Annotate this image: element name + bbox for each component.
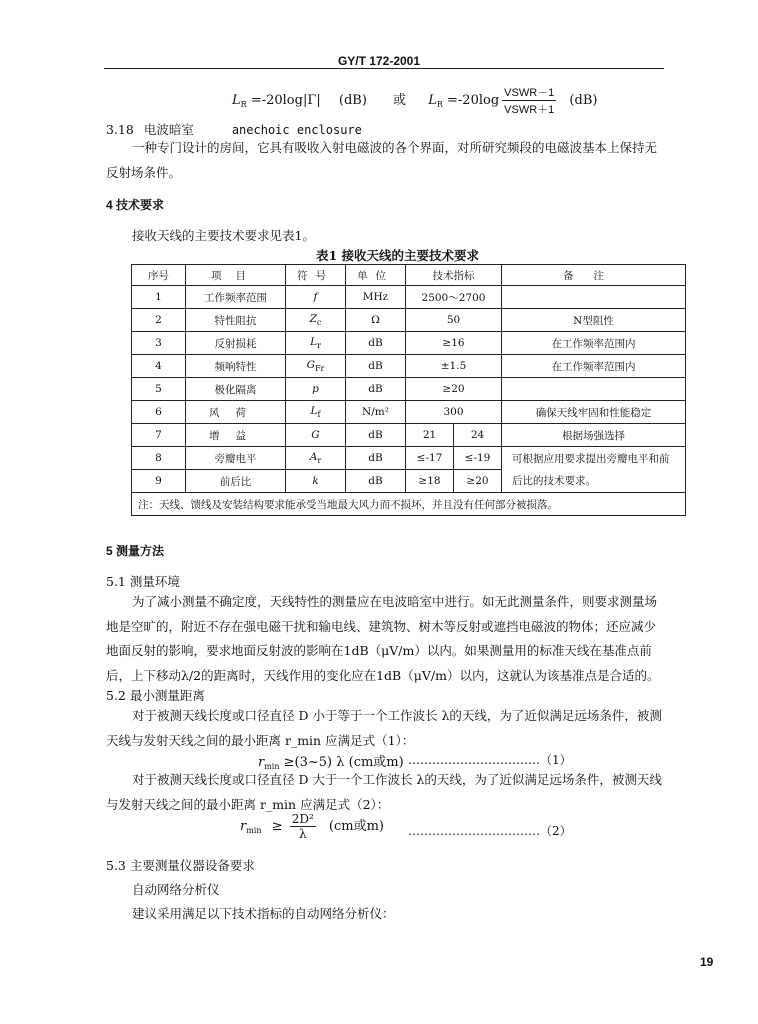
cell-symbol: f [286, 286, 346, 309]
symbol-sub: c [316, 318, 322, 327]
eq1-sub: min [264, 762, 280, 771]
equation-2 [240, 812, 384, 841]
section-4-heading: 4 技术要求 [106, 198, 165, 212]
cell-value: 2500～2700 [406, 286, 502, 309]
cell-unit: MHz [346, 286, 406, 309]
cell-no: 4 [132, 355, 186, 378]
table-caption: 表1 接收天线的主要技术要求 [316, 248, 480, 263]
th-no: 序号 [132, 265, 186, 286]
section-5-3-heading: 5.3 主要测量仪器设备要求 [106, 858, 255, 873]
cell-unit: dB [346, 332, 406, 355]
th-remark: 备注 [502, 265, 686, 286]
cell-symbol [286, 447, 346, 470]
cell-remark [502, 378, 686, 401]
cell-no: 3 [132, 332, 186, 355]
eq1-lhs: r [258, 755, 265, 770]
cell-item: 增益 [186, 424, 286, 447]
section-title: 电波暗室 [143, 122, 194, 137]
cell-value-b: ≤-19 [454, 447, 502, 470]
symbol-sub: Fr [315, 364, 325, 373]
symbol-main: L [310, 336, 318, 348]
cell-value-b: 24 [454, 424, 502, 447]
cell-value: ≥20 [406, 378, 502, 401]
cell-unit: Ω [346, 309, 406, 332]
cell-value-a: 21 [406, 424, 454, 447]
section-english-title: anechoic enclosure [231, 123, 362, 137]
symbol-main: G [306, 359, 315, 371]
cell-no: 8 [132, 447, 186, 470]
table-row [132, 355, 686, 378]
section-4-intro: 接收天线的主要技术要求见表1。 [132, 228, 315, 243]
cell-item: 风荷 [186, 401, 286, 424]
cell-unit: N/m² [346, 401, 406, 424]
cell-remark-merged: 可根据应用要求提出旁瓣电平和前后比的技术要求。 [502, 447, 686, 493]
cell-no: 2 [132, 309, 186, 332]
cell-value: 50 [406, 309, 502, 332]
table-note-row [132, 493, 686, 516]
formula-unit-2: (dB) [569, 93, 598, 108]
cell-value: ≥16 [406, 332, 502, 355]
cell-value-a: ≥18 [406, 470, 454, 493]
eq2-geq: ≥ [271, 819, 283, 834]
table-row [132, 401, 686, 424]
vswr-fraction [502, 84, 556, 117]
cell-symbol: G [286, 424, 346, 447]
formula-lhs-1: L [232, 93, 241, 108]
cell-symbol: p [286, 378, 346, 401]
cell-no: 5 [132, 378, 186, 401]
table-row [132, 424, 686, 447]
formula-or: 或 [393, 93, 407, 108]
equation-2-tag: ……………………………（2） [408, 824, 572, 838]
cell-no: 9 [132, 470, 186, 493]
cell-item: 反射损耗 [186, 332, 286, 355]
table-row [132, 309, 686, 332]
vswr-numerator: VSWR－1 [502, 84, 556, 101]
cell-unit: dB [346, 424, 406, 447]
formula-sub-2: R [436, 100, 443, 109]
cell-symbol [286, 332, 346, 355]
th-unit: 单位 [346, 265, 406, 286]
cell-no: 6 [132, 401, 186, 424]
cell-unit: dB [346, 447, 406, 470]
th-item: 项目 [186, 265, 286, 286]
formula-rhs-2: =-20log [447, 93, 500, 108]
cell-symbol [286, 355, 346, 378]
cell-item: 工作频率范围 [186, 286, 286, 309]
section-number: 3.18 [106, 122, 134, 137]
eq2-unit: (cm或m) [328, 819, 385, 834]
cell-no: 7 [132, 424, 186, 447]
section-5-1-heading: 5.1 测量环境 [106, 574, 180, 589]
table-header-row [132, 265, 686, 286]
vswr-denominator: VSWR＋1 [504, 104, 555, 116]
section-3-18-body: 一种专门设计的房间，它具有吸收入射电磁波的各个界面，对所研究频段的电磁波基本上保持无反射场条件。 [106, 140, 658, 180]
table-note: 注：天线、馈线及安装结构要求能承受当地最大风力而不损坏，并且没有任何部分被损落。 [132, 493, 686, 516]
section-5-3-subheading: 自动网络分析仪 [132, 882, 220, 897]
cell-no: 1 [132, 286, 186, 309]
symbol-main: A [309, 451, 318, 463]
cell-symbol: k [286, 470, 346, 493]
eq2-lhs: r [240, 819, 247, 834]
section-5-heading: 5 测量方法 [106, 544, 165, 558]
cell-symbol [286, 401, 346, 424]
cell-item: 特性阻抗 [186, 309, 286, 332]
cell-value: 300 [406, 401, 502, 424]
symbol-sub: r [317, 341, 321, 350]
cell-item: 极化隔离 [186, 378, 286, 401]
standard-header: GY/T 172-2001 [337, 54, 421, 68]
th-value: 技术指标 [406, 265, 502, 286]
eq2-sub: min [246, 826, 262, 835]
cell-value: ±1.5 [406, 355, 502, 378]
symbol-sub: r [317, 456, 322, 465]
table-row [132, 378, 686, 401]
symbol-main: L [310, 405, 318, 417]
cell-item: 前后比 [186, 470, 286, 493]
formula-rhs-1: =-20log|Γ| [250, 93, 321, 108]
section-5-2-paragraph-1: 对于被测天线长度或口径直径 D 小于等于一个工作波长 λ的天线，为了近似满足远场条件，被测天线与发射天线之间的最小距离 r_min 应满足式（1）： [106, 708, 662, 748]
cell-value-b: ≥20 [454, 470, 502, 493]
cell-item: 旁瓣电平 [186, 447, 286, 470]
table-row [132, 286, 686, 309]
formula-sub-1: R [240, 100, 247, 109]
cell-remark: 根据场强选择 [502, 424, 686, 447]
cell-remark: 确保天线牢固和性能稳定 [502, 401, 686, 424]
eq2-numerator: 2D² [291, 812, 314, 826]
equation-1-tag: ……………………………（1） [408, 753, 572, 767]
section-5-1-body: 为了减小测量不确定度，天线特性的测量应在电波暗室中进行。如无此测量条件，则要求测量场地是空旷的，附近不存在强电磁干扰和输电线、建筑物、树木等反射或遮挡电磁波的物体；还应减少地面反射的影响，要求地面反射波的影响在1dB（μV/m）以内。如果测量用的标准天线在基准点前后，上下移动λ/2的距离时，天线作用的变化应在1dB（μV/m）以内，这就认为该基准点是合适的。 [106, 594, 660, 683]
page-number: 19 [700, 955, 714, 969]
spec-table [131, 264, 686, 516]
cell-item: 频响特性 [186, 355, 286, 378]
cell-remark: N型阻性 [502, 309, 686, 332]
cell-remark [502, 286, 686, 309]
eq2-denominator: λ [298, 827, 307, 841]
th-symbol: 符号 [286, 265, 346, 286]
formula-lhs-2: L [428, 93, 437, 108]
cell-unit: dB [346, 378, 406, 401]
cell-remark: 在工作频率范围内 [502, 332, 686, 355]
table-row [132, 332, 686, 355]
table-row [132, 447, 686, 470]
return-loss-formula [232, 84, 597, 117]
eq1-rhs: ≥(3~5) λ (cm或m) [283, 755, 404, 770]
symbol-main: Z [309, 313, 317, 325]
cell-symbol [286, 309, 346, 332]
section-5-3-body: 建议采用满足以下技术指标的自动网络分析仪： [132, 906, 395, 921]
header-rule [104, 68, 664, 69]
cell-unit: dB [346, 470, 406, 493]
section-5-2-paragraph-2: 对于被测天线长度或口径直径 D 大于一个工作波长 λ的天线，为了近似满足远场条件，被测天线与发射天线之间的最小距离 r_min 应满足式（2）： [106, 772, 662, 812]
symbol-sub: f [317, 410, 321, 419]
cell-value-a: ≤-17 [406, 447, 454, 470]
cell-remark: 在工作频率范围内 [502, 355, 686, 378]
cell-unit: dB [346, 355, 406, 378]
formula-unit-1: (dB) [338, 93, 367, 108]
section-5-2-heading: 5.2 最小测量距离 [106, 688, 205, 703]
eq2-fraction [290, 812, 316, 841]
